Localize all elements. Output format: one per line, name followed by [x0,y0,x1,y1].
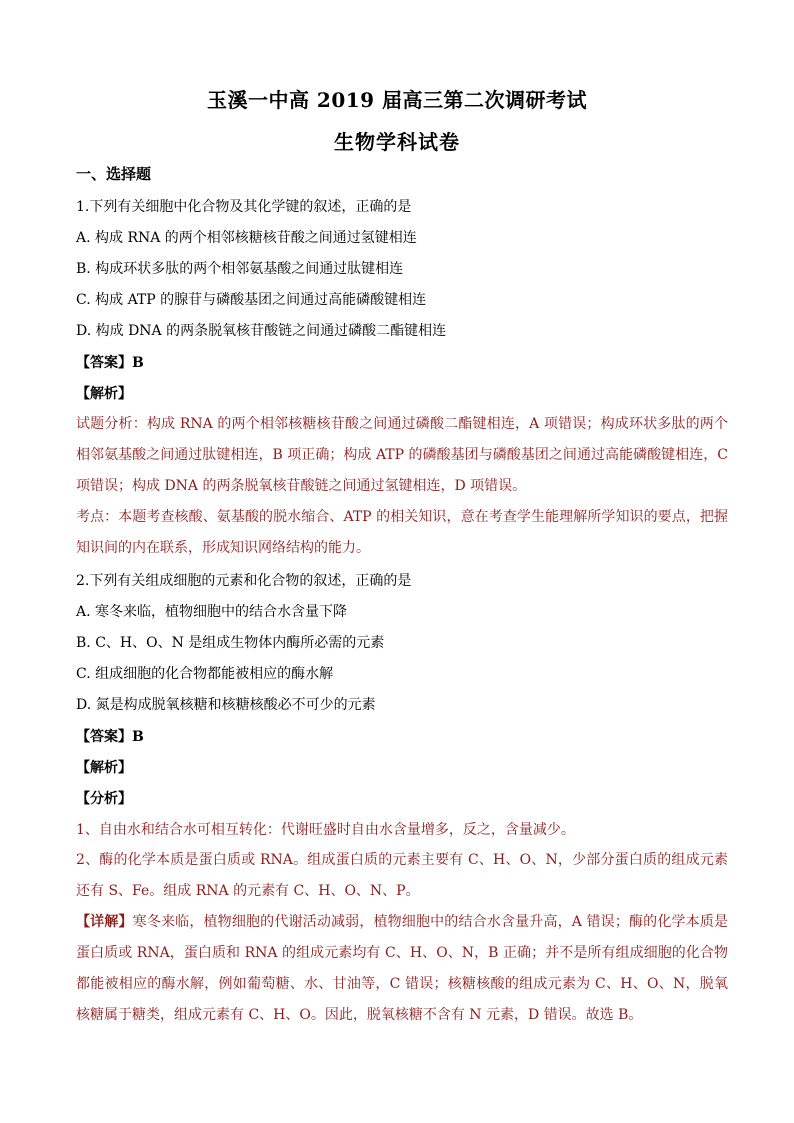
exam-title: 玉溪一中高 2019 届高三第二次调研考试 [206,88,588,112]
q1-option-d: D. 构成 DNA 的两条脱氧核苷酸链之间通过磷酸二酯键相连 [76,323,447,339]
q1-analysis-label: 【解析】 [76,386,132,402]
q2-detail [76,907,728,1031]
q2-point-2: 2、酶的化学本质是蛋白质或 RNA。组成蛋白质的元素主要有 C、H、O、N，少部分蛋白质的组成元素还有 S、Fe。组成 RNA 的元素有 C、H、O、N、P。 [76,852,728,899]
q2-option-a: A. 寒冬来临，植物细胞中的结合水含量下降 [76,604,348,620]
q2-analysis-sub-label: 【分析】 [76,791,132,807]
q2-detail-text: 寒冬来临，植物细胞的代谢活动减弱，植物细胞中的结合水含量升高，A 错误；酶的化学本质是蛋白质或 RNA，蛋白质和 RNA 的组成元素均有 C、H、O、N，B 正确；并不是所有组成细胞的化合物都能被相应的酶水解，例如葡萄糖、水、甘油等，C 错误；核糖核酸的组成元素为 C、H、O、N，脱氧核糖属于糖类，组成元素有 C、H、O。因此，脱氧核糖不含有 N 元素，D 错误。故选 B。 [76,914,729,1023]
q1-answer: 【答案】B [76,355,144,371]
q2-option-d: D. 氮是构成脱氧核糖和核糖核酸必不可少的元素 [76,697,376,713]
q2-option-b: B. C、H、O、N 是组成生物体内酶所必需的元素 [76,635,385,651]
q1-option-a: A. 构成 RNA 的两个相邻核糖核苷酸之间通过氢键相连 [76,230,417,246]
q1-option-c: C. 构成 ATP 的腺苷与磷酸基团之间通过高能磷酸键相连 [76,292,427,308]
q2-answer: 【答案】B [76,729,144,745]
q2-point-1: 1、自由水和结合水可相互转化：代谢旺盛时自由水含量增多，反之，含量减少。 [76,822,575,838]
q1-option-b: B. 构成环状多肽的两个相邻氨基酸之间通过肽键相连 [76,261,404,277]
q1-analysis: 试题分析：构成 RNA 的两个相邻核糖核苷酸之间通过磷酸二酯键相连，A 项错误；构成环状多肽的两个相邻氨基酸之间通过肽键相连，B 项正确；构成 ATP 的磷酸基团与磷酸基团之间通过高能磷酸键相连，C 项错误；构成 DNA 的两条脱氧核苷酸链之间通过氢键相连，D 项错误。 [76,416,728,494]
q1-points: 考点：本题考查核酸、氨基酸的脱水缩合、ATP 的相关知识，意在考查学生能理解所学知识的要点，把握知识间的内在联系，形成知识网络结构的能力。 [76,509,728,556]
q2-stem: 2.下列有关组成细胞的元素和化合物的叙述，正确的是 [76,573,412,589]
q2-detail-label: 【详解】 [76,914,133,930]
q1-stem: 1.下列有关细胞中化合物及其化学键的叙述，正确的是 [76,199,412,215]
exam-subtitle: 生物学科试卷 [334,130,460,154]
q2-option-c: C. 组成细胞的化合物都能被相应的酶水解 [76,666,334,682]
q2-analysis-label: 【解析】 [76,760,132,776]
section-heading: 一、选择题 [76,165,152,183]
